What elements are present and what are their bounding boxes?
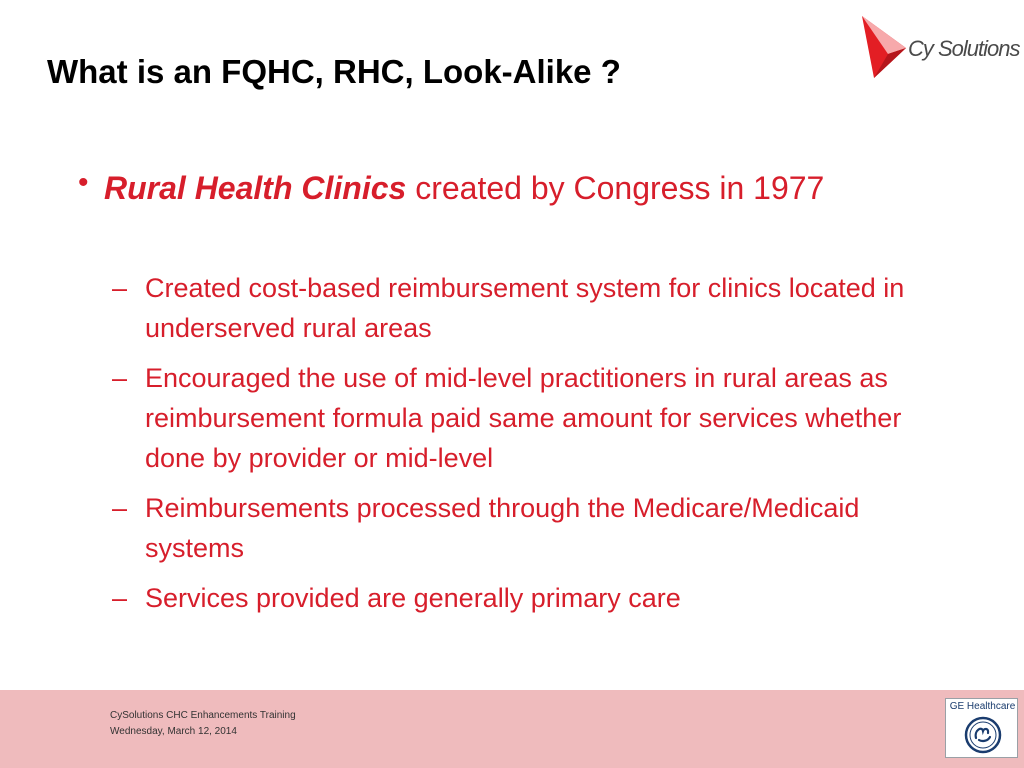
sub-bullet [112,268,952,348]
bullet-marker: • [78,166,89,199]
sub-bullet-text: Reimbursements processed through the Medicare/Medicaid systems [145,493,860,563]
sub-bullet-text: Created cost-based reimbursement system for clinics located in underserved rural areas [145,273,905,343]
ge-healthcare-logo [945,698,1018,758]
dash-marker: – [112,273,128,303]
dash-marker: – [112,363,128,393]
main-bullet [104,165,924,211]
sub-bullet [112,578,952,618]
sub-bullet [112,488,952,568]
bullet-text: created by Congress in 1977 [406,170,825,206]
logo-text: Cy Solutions [908,36,1020,61]
bullet-emphasis: Rural Health Clinics [104,170,407,206]
dash-marker: – [112,493,128,523]
ge-healthcare-label: GE Healthcare [949,701,1016,712]
dash-marker: – [112,583,128,613]
footer-date: Wednesday, March 12, 2014 [110,726,237,737]
cysolutions-logo [858,14,1018,80]
slide-title: What is an FQHC, RHC, Look-Alike ? [47,53,621,90]
ge-monogram-icon [964,716,1002,754]
sub-bullet-text: Services provided are generally primary care [145,583,681,613]
slide-footer [0,690,1024,768]
sub-bullet [112,358,952,478]
footer-training-title: CySolutions CHC Enhancements Training [110,710,296,721]
sub-bullet-text: Encouraged the use of mid-level practitioners in rural areas as reimbursement formula paid same amount for services whether done by provider or mid-level [145,363,902,473]
